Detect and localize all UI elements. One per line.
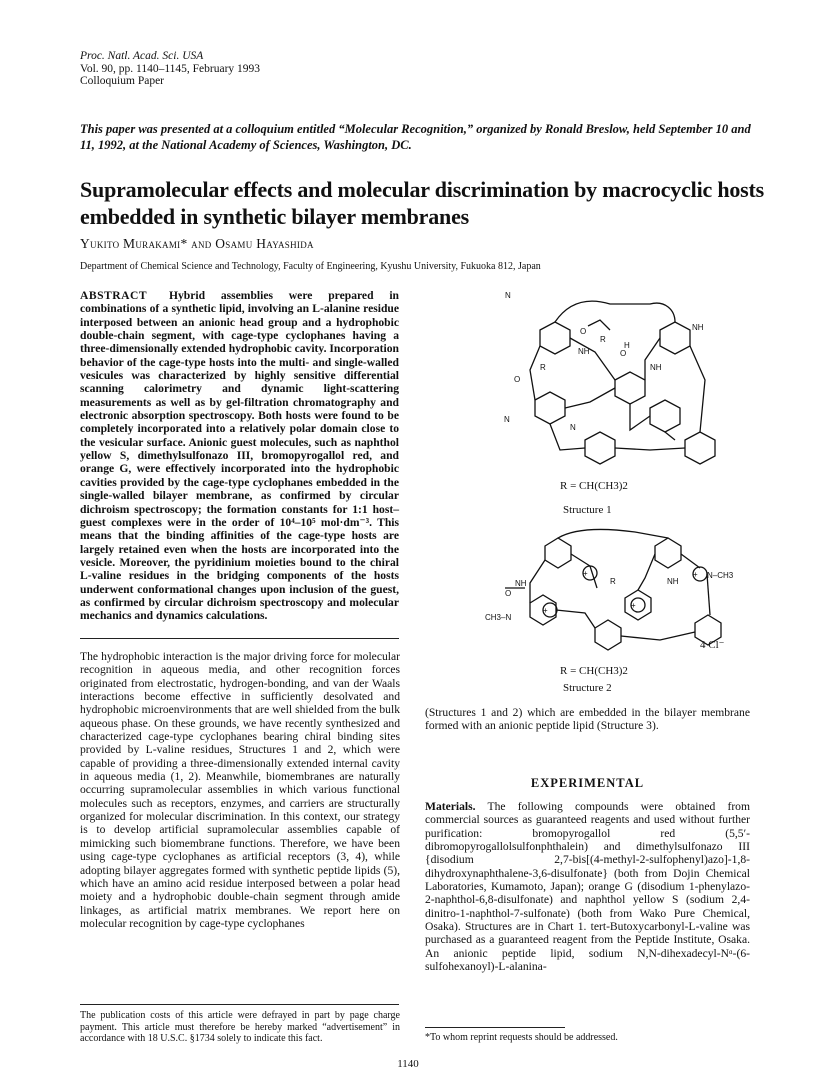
s2-ch3n: CH3–N <box>485 613 512 622</box>
journal-header <box>80 50 260 88</box>
s2-plus-2: + <box>693 570 698 579</box>
structure-2-diagram <box>485 528 740 656</box>
s1-atom-nh-2: NH <box>692 323 704 332</box>
abstract-divider <box>80 638 399 639</box>
colloquium-note: This paper was presented at a colloquium entitled “Molecular Recognition,” organized by Ronald Breslow, held September 10 and 11, 1992, at the National Academy of Sciences, Washington, DC. <box>80 122 751 152</box>
footnote-divider-left <box>80 1004 399 1005</box>
structure-2-counterion: 4 Cl⁻ <box>700 639 725 651</box>
s2-plus-3: + <box>543 606 548 615</box>
page-number: 1140 <box>397 1058 419 1070</box>
s2-atom-o: O <box>505 589 512 598</box>
s1-atom-nh-3: NH <box>650 363 662 372</box>
s1-atom-o-3: O <box>620 349 627 358</box>
journal-name: Proc. Natl. Acad. Sci. USA <box>80 50 204 62</box>
journal-volume: Vol. 90, pp. 1140–1145, February 1993 <box>80 62 261 75</box>
s1-atom-r: R <box>600 335 606 344</box>
structure-1-diagram <box>500 290 730 470</box>
s1-atom-n: N <box>505 291 511 300</box>
footnote-divider-right <box>425 1027 565 1028</box>
s2-atom-nh: NH <box>515 579 527 588</box>
s1-atom-n-3: N <box>570 423 576 432</box>
authors: Yukito Murakami* and Osamu Hayashida <box>80 236 314 251</box>
s1-atom-h: H <box>624 341 630 350</box>
s2-plus-4: + <box>631 601 636 610</box>
intro-right-column: (Structures 1 and 2) which are embedded in the bilayer membrane formed with an anionic peptide lipid (Structure 3). <box>425 706 750 733</box>
s2-nch3: N–CH3 <box>707 571 734 580</box>
s2-atom-nh-2: NH <box>667 577 679 586</box>
s1-atom-n-2: N <box>504 415 510 424</box>
materials-paragraph <box>425 800 750 973</box>
intro-left-column: The hydrophobic interaction is the major driving force for molecular recognition in aqueous media, and other recognition forces originated from electrostatic, hydrogen-bonding, and van der Waals interactions become effective in sufficiently desolvated and hydrophobic microenvironments that are well shielded from the bulk aqueous phase. On these grounds, we have recently synthesized and characterized cage-type cyclophanes bearing chiral binding sites provided by L-valine residues, Structures 1 and 2, which were capable of providing a three-dimensionally extended internal cavity in aqueous media (1, 2). Meanwhile, biomembranes are naturally occurring supramolecular assemblies in which various functional molecules such as receptors, enzymes, and carriers are structurally organized for molecular discrimination. In this context, our strategy is to develop artificial supramolecular assemblies capable of mimicking such biomembrane functions. Therefore, we have been using cage-type cyclophanes as artificial receptors (3, 4), while adopting bilayer aggregates formed with synthetic peptide lipids (5), which have an amino acid residue interposed between a polar head moiety and a hydrophobic double-chain segment through amide linkages, as artificial matrix membranes. We report here on molecular recognition by cage-type cyclophanes <box>80 650 400 930</box>
materials-text: The following compounds were obtained from commercial sources as guaranteed reagents and used without further purification: bromopyrogallol red (5,5′-dibromopyrogallolsulfonphthalein) and dimethylsulfonazo III {disodium 2,7-bis[(4-methyl-2-sulfophenyl)azo]-1,8-dihydroxynaphthalene-3,6-disulfonate} (both from Dojin Chemical Laboratories, Kumamoto, Japan); orange G (disodium 1-phenylazo-2-naphthol-6,8-disulfonate) and naphthol yellow S (sodium 2,4-dinitro-1-naphthol-7-sulfonate) (both from Wako Pure Chemical, Osaka). Structures are in Chart 1. tert-Butoxycarbonyl-L-valine was purchased as a guaranteed reagent from the Peptide Institute, Osaka. An anionic peptide lipid, sodium N,N-dihexadecyl-Nᵅ-(6-sulfohexanoyl)-L-alanina- <box>425 800 750 974</box>
s1-atom-r-2: R <box>540 363 546 372</box>
abstract <box>80 289 399 623</box>
structure-2-rgroup: R = CH(CH3)2 <box>560 665 628 677</box>
structure-1-caption: Structure 1 <box>563 504 612 516</box>
paper-title: Supramolecular effects and molecular discrimination by macrocyclic hosts embedded in synthetic bilayer membranes <box>80 177 765 229</box>
s1-atom-o-2: O <box>514 375 521 384</box>
structure-1-rgroup: R = CH(CH3)2 <box>560 480 628 492</box>
journal-section: Colloquium Paper <box>80 75 165 87</box>
abstract-text: Hybrid assemblies were prepared in combinations of a synthetic lipid, involving an L-alanine residue interposed between an anionic head group and a hydrophobic double-chain segment, with cage-type cyclophanes having a three-dimensionally extended hydrophobic cavity. Incorporation behavior of the cage-type hosts into the multi- and single-walled vesicules was characterized by highly sensitive differential scanning calorimetry and dynamic light-scattering measurements as well as by gel-filtration chromatography and electronic absorption spectroscopy. Both hosts were found to be completely incorporated into a relatively polar domain close to the vesicular surface. Anionic guest molecules, such as naphthol yellow S, dimethylsulfonazo III, bromopyrogallol red, and orange G, were effectively incorporated into the hydrophobic cavities provided by the cage-type cyclophanes embedded in the single-walled bilayer membrane, as confirmed by circular dichroism spectroscopy; the formation constants for 1:1 host–guest complexes were in the order of 10⁴–10⁵ mol·dm⁻³. This means that the binding affinities of the cage-type hosts are largely retained even when the hosts are incorporated into the vesicle. Moreover, the pyridinium moieties bound to the chiral L-valine residues in the bridging components of the hosts underwent conformational changes upon inclusion of the guest, as confirmed by circular dichroism spectroscopy and molecular mechanics and dynamics calculations. <box>80 289 399 623</box>
s2-plus-1: + <box>583 569 588 578</box>
materials-lead: Materials. <box>425 800 476 813</box>
s2-atom-r: R <box>610 577 616 586</box>
structure-2-caption: Structure 2 <box>563 682 612 694</box>
affiliation: Department of Chemical Science and Technology, Faculty of Engineering, Kyushu University, Fukuoka 812, Japan <box>80 261 541 272</box>
s1-atom-nh-1: NH <box>578 347 590 356</box>
footnote-correspondence: *To whom reprint requests should be addressed. <box>425 1032 618 1043</box>
abstract-label: ABSTRACT <box>80 289 148 302</box>
footnote-publication-costs: The publication costs of this article were defrayed in part by page charge payment. This article must therefore be hereby marked “advertisement” in accordance with 18 U.S.C. §1734 solely to indicate this fact. <box>80 1010 400 1044</box>
s1-atom-o: O <box>580 327 587 336</box>
section-heading-experimental: EXPERIMENTAL <box>530 776 645 790</box>
